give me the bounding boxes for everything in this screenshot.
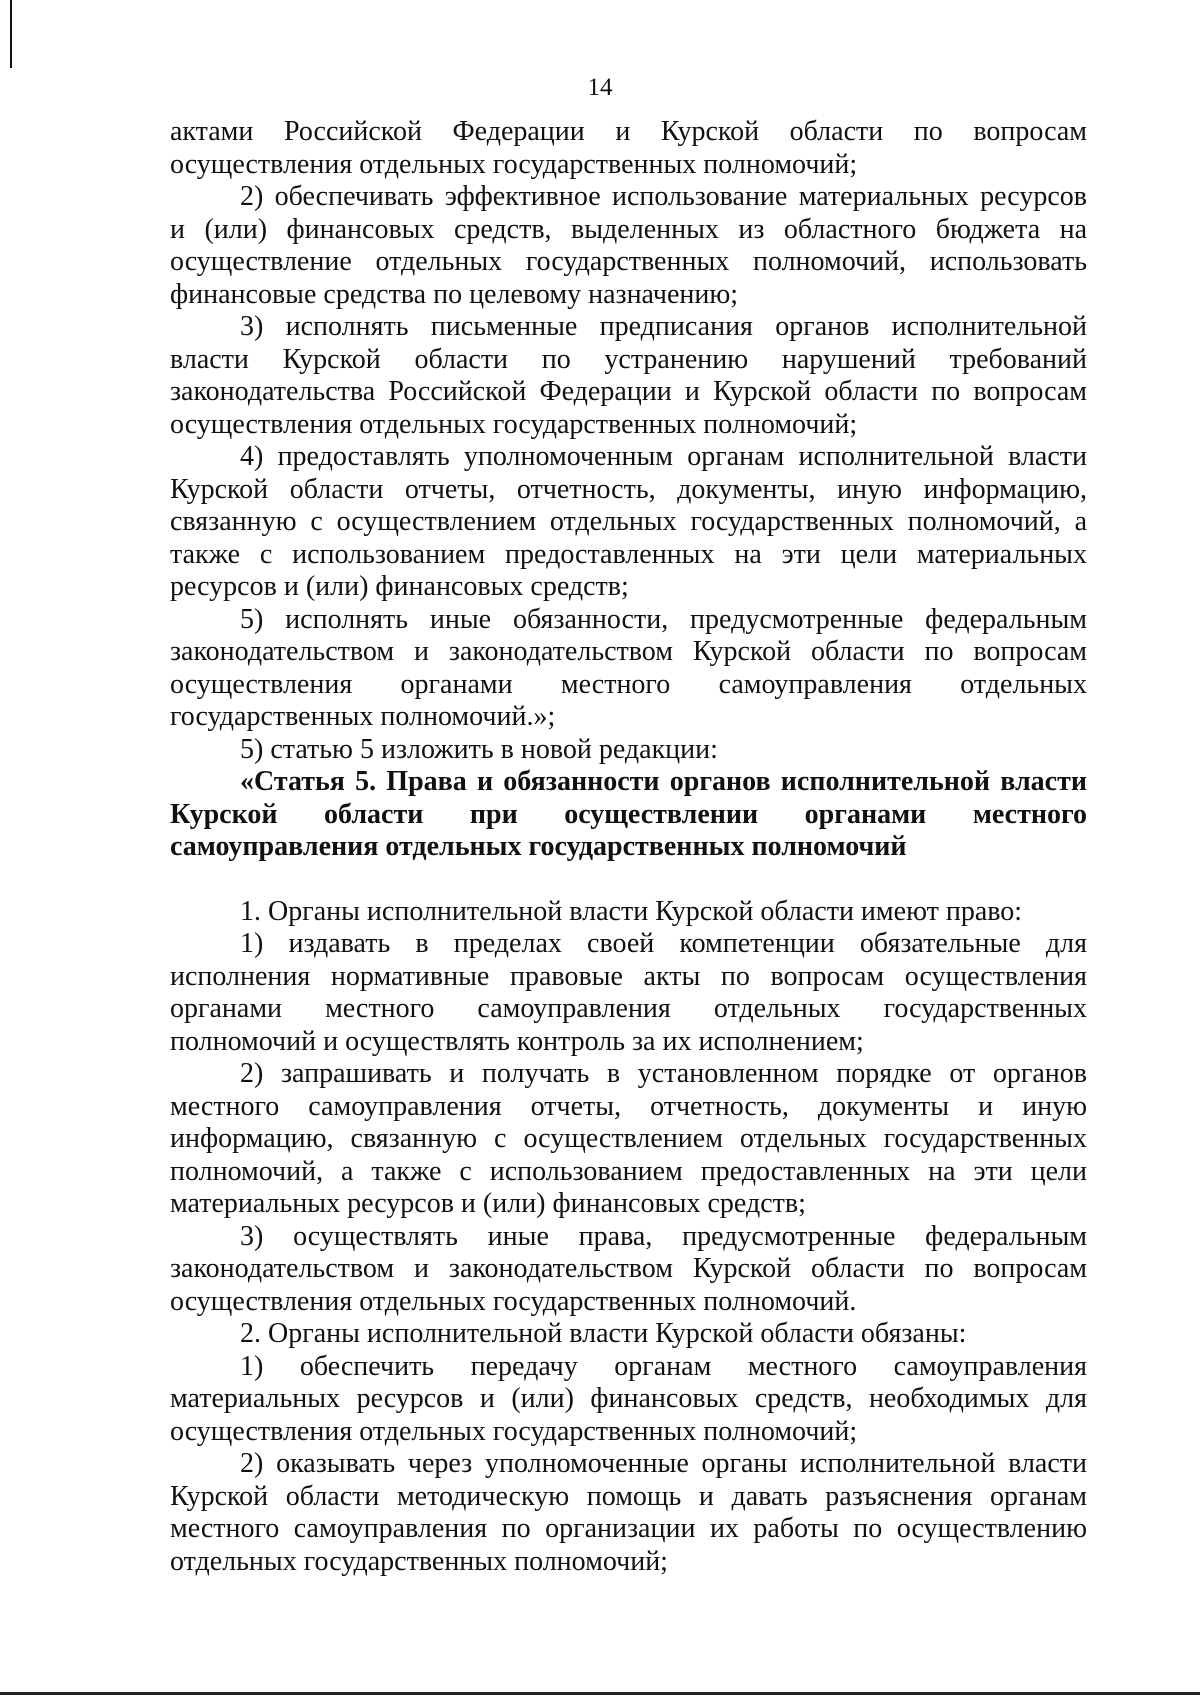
paragraph-continuation: актами Российской Федерации и Курской области по вопросам осуществления отдельных государственных полномочий; [170,116,1087,180]
paragraph-section-2-obligations: 2. Органы исполнительной власти Курской области обязаны: [240,1318,967,1349]
paragraph-item-3-execute-orders: 3) исполнять письменные предписания органов исполнительной власти Курской области по устранению нарушений требований законодательства Российской Федерации и Курской области по вопросам осуществления отдельных государственных полномочий; [170,311,1087,440]
paragraph-item-5-other-duties: 5) исполнять иные обязанности, предусмотренные федеральным законодательством и законодательством Курской области по вопросам осуществления органами местного самоуправления отдельных государственных полномочий.»; [170,603,1087,732]
paragraph-amend-article-5: 5) статью 5 изложить в новой редакции: [240,733,718,765]
document-body [170,116,1087,1578]
article-5-heading: «Статья 5. Права и обязанности органов исполнительной власти Курской области при осуществлении органами местного самоуправления отдельных государственных полномочий [170,766,1087,862]
paragraph-obligation-2: 2) оказывать через уполномоченные органы исполнительной власти Курской области методическую помощь и давать разъяснения органам местного самоуправления по организации их работы по осуществлению отдельных государственных полномочий; [170,1448,1087,1577]
heading-spacing [170,864,1087,896]
paragraph-item-2-ensure-use: 2) обеспечивать эффективное использование материальных ресурсов и (или) финансовых средств, выделенных из областного бюджета на осуществление отдельных государственных полномочий, использовать финансовые средства по целевому назначению; [170,181,1087,310]
page-number: 14 [587,74,613,101]
paragraph-right-1: 1) издавать в пределах своей компетенции обязательные для исполнения нормативные правовые акты по вопросам осуществления органами местного самоуправления отдельных государственных полномочий и осуществлять контроль за их исполнением; [170,928,1087,1057]
paragraph-obligation-1: 1) обеспечить передачу органам местного самоуправления материальных ресурсов и (или) финансовых средств, необходимых для осуществления отдельных государственных полномочий; [170,1350,1087,1447]
scan-edge-mark [10,0,12,68]
paragraph-right-2: 2) запрашивать и получать в установленном порядке от органов местного самоуправления отчеты, отчетность, документы и иную информацию, связанную с осуществлением отдельных государственных полномочий, а также с использованием предоставленных на эти цели материальных ресурсов и (или) финансовых средств; [170,1058,1087,1219]
paragraph-right-3: 3) осуществлять иные права, предусмотренные федеральным законодательством и законодательством Курской области по вопросам осуществления отдельных государственных полномочий. [170,1220,1087,1317]
scan-bottom-line [0,1692,1200,1695]
paragraph-section-1-rights: 1. Органы исполнительной власти Курской области имеют право: [240,895,1023,927]
paragraph-item-4-provide-reports: 4) предоставлять уполномоченным органам исполнительной власти Курской области отчеты, отчетность, документы, иную информацию, связанную с осуществлением отдельных государственных полномочий, а также с использованием предоставленных на эти цели материальных ресурсов и (или) финансовых средств; [170,441,1087,602]
